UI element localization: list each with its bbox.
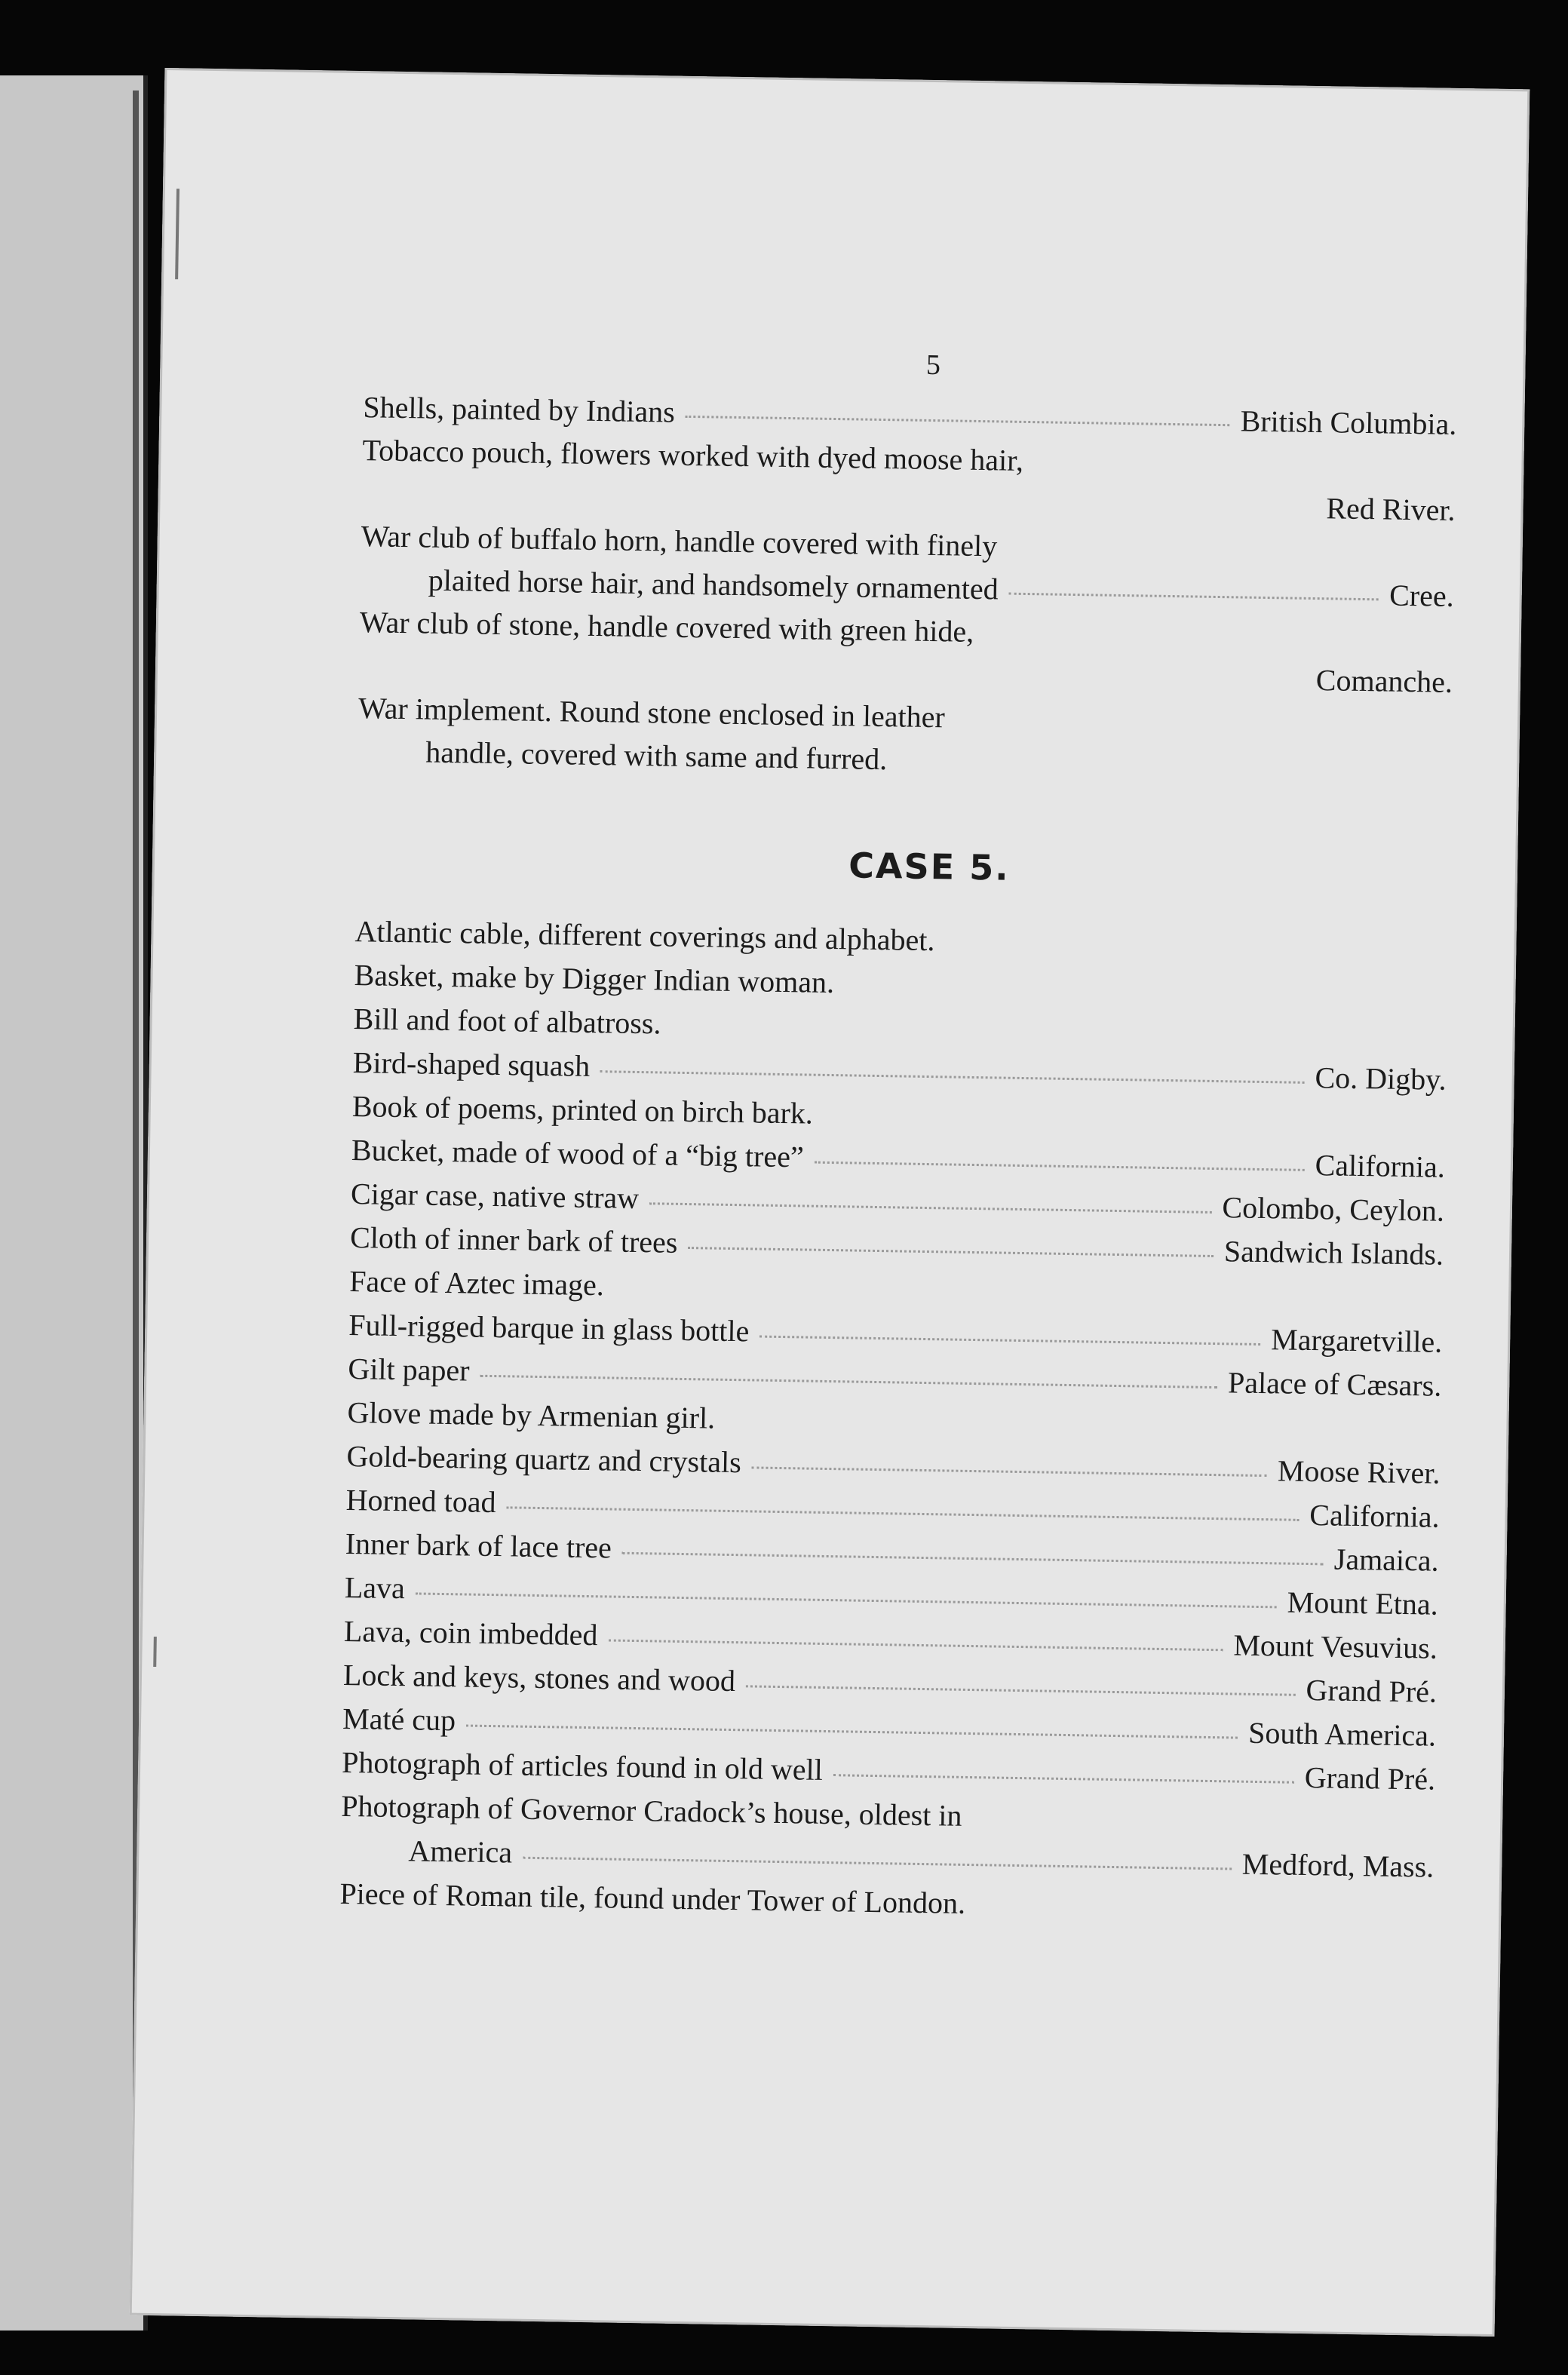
dot-leader (688, 1247, 1214, 1257)
item-description: Bucket, made of wood of a “big tree” (351, 1133, 805, 1174)
dot-leader (686, 416, 1230, 426)
dot-leader (815, 1161, 1305, 1171)
dot-leader (523, 1856, 1232, 1870)
page-content (339, 335, 1458, 1933)
section-heading: CASE 5. (848, 845, 1011, 888)
item-description: Bill and foot of albatross. (353, 1002, 661, 1041)
item-description: Piece of Roman tile, found under Tower of London. (339, 1876, 966, 1920)
item-description: Face of Aztec image. (348, 1264, 605, 1303)
item-description: Gilt paper (348, 1352, 470, 1388)
item-description: Cloth of inner bark of trees (349, 1220, 678, 1260)
item-description: America (408, 1833, 513, 1870)
dot-leader (480, 1374, 1217, 1388)
dot-leader (622, 1551, 1324, 1565)
item-origin: Mount Etna. (1287, 1585, 1439, 1622)
item-description: War club of stone, handle covered with green hide, (359, 605, 974, 649)
document-page (130, 68, 1530, 2337)
item-origin: Moose River. (1277, 1453, 1441, 1490)
item-description: Lava, coin imbedded (343, 1613, 598, 1652)
item-origin: Medford, Mass. (1241, 1846, 1435, 1884)
entry-list-case-5 (339, 910, 1449, 1933)
item-origin: South America. (1247, 1715, 1437, 1753)
item-description: War implement. Round stone enclosed in leather (357, 691, 946, 735)
item-description: handle, covered with same and furred. (425, 735, 888, 777)
item-description: Tobacco pouch, flowers worked with dyed moose hair, (362, 433, 1024, 477)
item-origin: California. (1309, 1498, 1440, 1534)
item-description: Gold-bearing quartz and crystals (346, 1438, 742, 1480)
item-origin: Co. Digby. (1315, 1060, 1447, 1097)
item-description: Lava (344, 1570, 406, 1606)
dot-leader (506, 1506, 1299, 1521)
item-description: Maté cup (342, 1701, 456, 1738)
item-description: Full-rigged barque in glass bottle (348, 1308, 750, 1349)
item-description: Atlantic cable, different coverings and alphabet. (354, 914, 935, 958)
dot-leader (649, 1202, 1211, 1214)
item-description: Lock and keys, stones and wood (342, 1657, 736, 1698)
dot-leader (466, 1724, 1238, 1738)
item-origin: Sandwich Islands. (1223, 1234, 1444, 1272)
dot-leader (608, 1639, 1223, 1651)
item-description: Cigar case, native straw (350, 1177, 640, 1216)
item-origin: Colombo, Ceylon. (1222, 1190, 1445, 1228)
item-description: War club of buffalo horn, handle covered with finely (361, 519, 998, 563)
item-description: Photograph of articles found in old well (341, 1744, 824, 1787)
item-description: Bird-shaped squash (352, 1045, 591, 1083)
dot-leader (833, 1774, 1294, 1784)
item-origin: Grand Pré. (1306, 1673, 1438, 1709)
dot-leader (759, 1335, 1260, 1345)
item-description: Horned toad (345, 1482, 496, 1520)
item-origin: Cree. (1388, 578, 1455, 613)
item-description: Glove made by Armenian girl. (347, 1395, 716, 1435)
entry-list-top (357, 385, 1457, 790)
item-origin: Jamaica. (1333, 1542, 1439, 1578)
item-origin: Margaretville. (1270, 1322, 1443, 1359)
page-edge-mark (153, 1637, 157, 1667)
item-description: plaited horse hair, and handsomely ornamented (428, 563, 999, 606)
dot-leader (416, 1592, 1277, 1608)
item-description: Basket, make by Digger Indian woman. (354, 958, 835, 1000)
facing-page-edge (0, 75, 148, 2331)
item-origin: Mount Vesuvius. (1233, 1628, 1438, 1665)
dot-leader (746, 1685, 1296, 1695)
item-description: Book of poems, printed on birch bark. (351, 1089, 814, 1131)
page-number: 5 (925, 348, 941, 382)
item-origin: Red River. (1326, 491, 1456, 527)
item-origin: Palace of Cæsars. (1227, 1365, 1442, 1403)
dot-leader (1009, 593, 1379, 601)
item-description: Inner bark of lace tree (345, 1526, 612, 1565)
item-origin: California. (1315, 1148, 1446, 1184)
dot-leader (752, 1466, 1267, 1477)
item-origin: Grand Pré. (1304, 1760, 1436, 1797)
page-edge-mark (175, 189, 180, 279)
item-description: Photograph of Governor Cradock’s house, oldest in (340, 1788, 962, 1833)
item-description: Shells, painted by Indians (363, 390, 676, 429)
item-origin: British Columbia. (1240, 404, 1457, 441)
item-origin: Comanche. (1315, 663, 1453, 699)
dot-leader (600, 1070, 1304, 1084)
